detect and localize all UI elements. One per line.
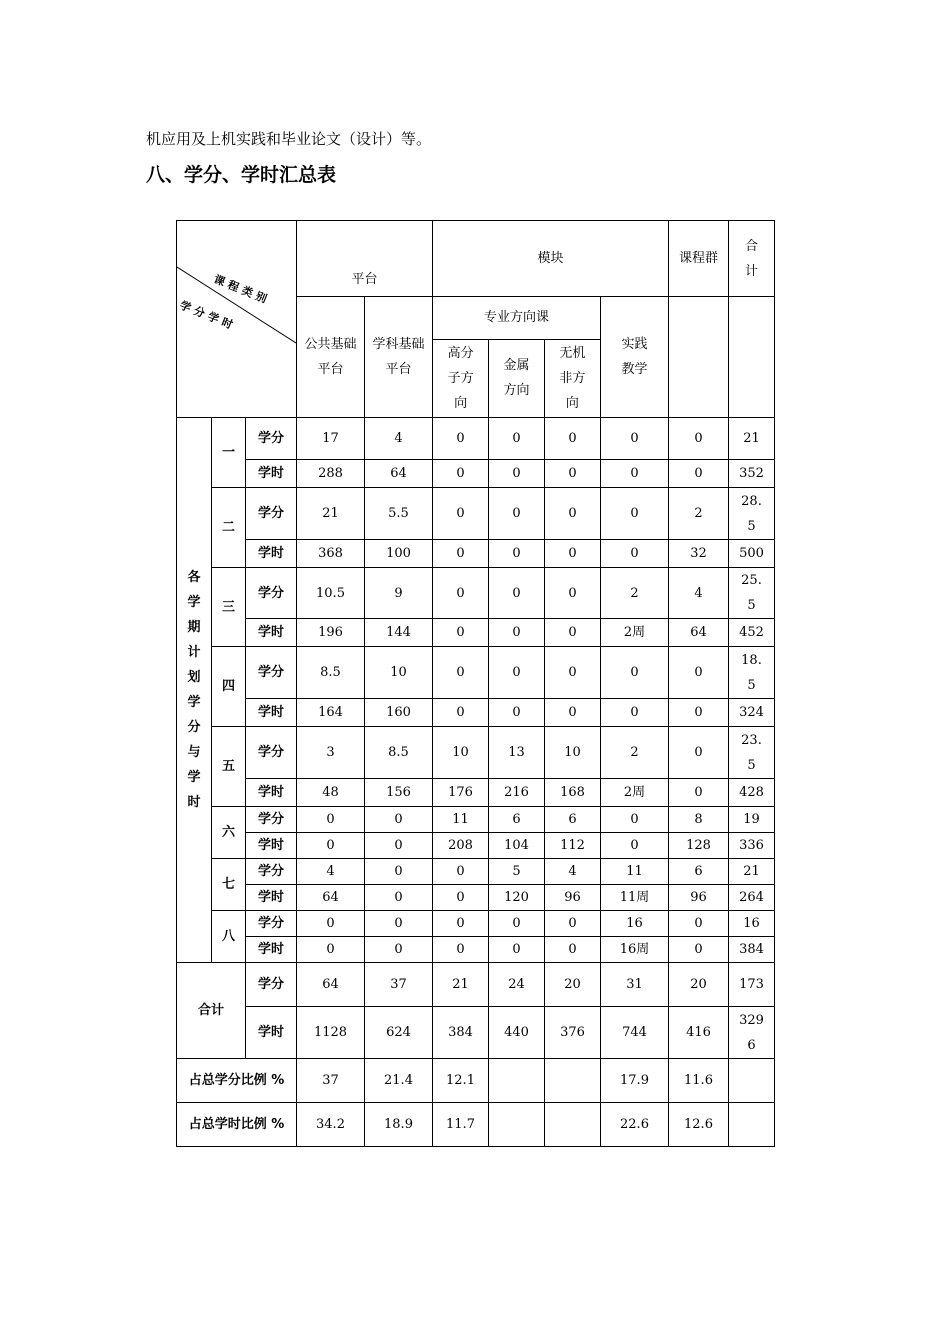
hours-value: 0 [297,937,365,963]
credit-value: 0 [545,568,601,619]
hours-value: 64 [297,885,365,911]
hours-value: 0 [297,833,365,859]
row-label-hours: 学时 [246,1007,297,1059]
hours-value: 0 [489,937,545,963]
credit-value: 0 [297,911,365,937]
ratio-hours-value: 22.6 [601,1103,669,1147]
row-label-credit: 学分 [246,418,297,460]
row-label-hours: 学时 [246,833,297,859]
ratio-credit-value: 12.1 [433,1059,489,1103]
hours-value: 264 [729,885,775,911]
credit-value: 11 [601,859,669,885]
credit-value: 0 [489,568,545,619]
semester-label: 六 [212,807,246,859]
credit-value: 17 [297,418,365,460]
semester-label: 八 [212,911,246,963]
credit-value: 8.5 [297,647,365,699]
credit-value: 2 [669,488,729,540]
hours-value: 0 [489,699,545,727]
ratio-hours-value: 12.6 [669,1103,729,1147]
hours-value: 384 [729,937,775,963]
sum-credit-value: 173 [729,963,775,1007]
hours-value: 0 [489,540,545,568]
sum-credit-value: 20 [545,963,601,1007]
credit-value: 0 [545,488,601,540]
hours-value: 0 [669,699,729,727]
sum-hours-value: 1128 [297,1007,365,1059]
credit-value: 0 [545,911,601,937]
hours-value: 0 [365,937,433,963]
credit-value: 0 [545,418,601,460]
sum-hours-value: 416 [669,1007,729,1059]
semester-label: 五 [212,727,246,807]
row-label-hours: 学时 [246,699,297,727]
hours-value: 64 [669,619,729,647]
credit-value: 0 [669,647,729,699]
hours-value: 32 [669,540,729,568]
hours-value: 96 [669,885,729,911]
semester-label: 二 [212,488,246,568]
corner-label-top: 课程类别 [211,272,273,308]
hours-value: 2周 [601,779,669,807]
ratio-credit-value: 17.9 [601,1059,669,1103]
hours-value: 0 [545,540,601,568]
row-label-credit: 学分 [246,963,297,1007]
credit-value: 21 [729,859,775,885]
row-label-credit: 学分 [246,647,297,699]
hours-value: 104 [489,833,545,859]
hours-value: 128 [669,833,729,859]
credit-value: 0 [601,488,669,540]
hours-value: 16周 [601,937,669,963]
hours-value: 176 [433,779,489,807]
credit-value: 0 [601,418,669,460]
hours-value: 0 [433,540,489,568]
credit-value: 16 [601,911,669,937]
semester-label: 三 [212,568,246,647]
total-header: 合计 [729,221,775,297]
sum-hours-value: 624 [365,1007,433,1059]
credit-value: 0 [669,911,729,937]
hours-value: 168 [545,779,601,807]
sum-credit-value: 24 [489,963,545,1007]
hours-value: 0 [489,460,545,488]
corner-label-bottom: 学分学时 [177,298,239,334]
hours-value: 0 [669,460,729,488]
credit-value: 11 [433,807,489,833]
credit-value: 0 [433,859,489,885]
hours-value: 500 [729,540,775,568]
credit-value: 23.5 [729,727,775,779]
sum-hours-value: 3296 [729,1007,775,1059]
hours-value: 64 [365,460,433,488]
credit-value: 10 [365,647,433,699]
hours-value: 0 [601,540,669,568]
row-label-hours: 学时 [246,779,297,807]
hours-value: 160 [365,699,433,727]
credit-value: 3 [297,727,365,779]
hours-value: 336 [729,833,775,859]
hours-value: 0 [489,619,545,647]
hours-value: 324 [729,699,775,727]
credit-value: 10 [545,727,601,779]
section-heading: 八、学分、学时汇总表 [146,164,337,186]
polymer-header: 高分子方向 [433,339,489,417]
credit-value: 2 [601,727,669,779]
sum-label: 合计 [177,963,246,1059]
row-label-hours: 学时 [246,460,297,488]
sum-hours-value: 376 [545,1007,601,1059]
row-label-credit: 学分 [246,859,297,885]
credit-value: 0 [545,647,601,699]
hours-value: 144 [365,619,433,647]
sum-hours-value: 384 [433,1007,489,1059]
credit-value: 8.5 [365,727,433,779]
major-direction-subtable [433,297,600,417]
ratio-hours-value [729,1103,775,1147]
hours-value: 0 [601,833,669,859]
hours-value: 96 [545,885,601,911]
hours-value: 0 [601,699,669,727]
credit-value: 4 [365,418,433,460]
hours-value: 0 [545,619,601,647]
intro-text: 机应用及上机实践和毕业论文（设计）等。 [146,130,432,148]
ratio-hours-label: 占总学时比例 % [177,1103,297,1147]
ratio-hours-value: 18.9 [365,1103,433,1147]
total-empty [729,297,775,418]
credit-value: 4 [669,568,729,619]
credit-value: 10.5 [297,568,365,619]
hours-value: 208 [433,833,489,859]
hours-value: 428 [729,779,775,807]
ratio-credit-value [545,1059,601,1103]
sum-credit-value: 37 [365,963,433,1007]
semester-label: 四 [212,647,246,727]
credit-value: 21 [297,488,365,540]
hours-value: 0 [433,619,489,647]
credit-value: 5.5 [365,488,433,540]
ratio-hours-value: 11.7 [433,1103,489,1147]
credit-value: 0 [433,488,489,540]
credit-value: 21 [729,418,775,460]
subject-basic-header: 学科基础平台 [365,297,433,418]
hours-value: 120 [489,885,545,911]
credit-value: 6 [489,807,545,833]
hours-value: 368 [297,540,365,568]
hours-value: 352 [729,460,775,488]
credit-value: 0 [489,418,545,460]
sum-credit-value: 64 [297,963,365,1007]
inorganic-header: 无机非方向 [559,345,586,411]
credit-hours-table [176,220,775,1147]
credit-value: 6 [669,859,729,885]
row-label-credit: 学分 [246,488,297,540]
credit-value: 0 [489,647,545,699]
public-basic-header: 公共基础平台 [297,297,365,418]
credit-value: 6 [545,807,601,833]
hours-value: 0 [545,460,601,488]
credit-value: 0 [489,911,545,937]
ratio-credit-value: 37 [297,1059,365,1103]
credit-value: 0 [365,807,433,833]
hours-value: 112 [545,833,601,859]
row-label-hours: 学时 [246,937,297,963]
credit-value: 0 [297,807,365,833]
credit-value: 0 [433,647,489,699]
hours-value: 196 [297,619,365,647]
credit-value: 25.5 [729,568,775,619]
sum-credit-value: 20 [669,963,729,1007]
course-group-empty [669,297,729,418]
ratio-credit-value: 11.6 [669,1059,729,1103]
hours-value: 100 [365,540,433,568]
credit-value: 0 [669,727,729,779]
row-label-hours: 学时 [246,540,297,568]
course-group-header: 课程群 [669,221,729,297]
row-label-credit: 学分 [246,727,297,779]
hours-value: 0 [669,937,729,963]
major-direction-header: 专业方向课 [433,297,600,339]
sum-credit-value: 21 [433,963,489,1007]
hours-value: 0 [365,885,433,911]
hours-value: 0 [601,460,669,488]
major-direction-cell [433,297,601,418]
row-label-credit: 学分 [246,568,297,619]
credit-value: 0 [669,418,729,460]
credit-value: 0 [433,911,489,937]
credit-value: 18.5 [729,647,775,699]
hours-value: 288 [297,460,365,488]
semester-label: 七 [212,859,246,911]
credit-value: 13 [489,727,545,779]
ratio-credit-label: 占总学分比例 % [177,1059,297,1103]
hours-value: 2周 [601,619,669,647]
ratio-hours-value [489,1103,545,1147]
hours-value: 0 [433,699,489,727]
ratio-hours-value [545,1103,601,1147]
platform-header: 平台 [297,221,433,297]
credit-value: 0 [433,568,489,619]
credit-value: 19 [729,807,775,833]
hours-value: 0 [433,937,489,963]
row-label-credit: 学分 [246,911,297,937]
credit-value: 9 [365,568,433,619]
credit-value: 28.5 [729,488,775,540]
credit-value: 0 [433,418,489,460]
hours-value: 164 [297,699,365,727]
row-label-hours: 学时 [246,885,297,911]
semester-label: 一 [212,418,246,488]
hours-value: 11周 [601,885,669,911]
credit-value: 0 [365,859,433,885]
credit-value: 0 [365,911,433,937]
row-label-credit: 学分 [246,807,297,833]
side-label: 各学期计划学分与学时 [177,418,212,963]
hours-value: 0 [433,460,489,488]
ratio-credit-value: 21.4 [365,1059,433,1103]
credit-value: 0 [601,807,669,833]
credit-value: 16 [729,911,775,937]
hours-value: 0 [433,885,489,911]
module-header: 模块 [433,221,669,297]
credit-value: 8 [669,807,729,833]
diagonal-header-cell [177,221,297,418]
hours-value: 0 [669,779,729,807]
credit-value: 10 [433,727,489,779]
hours-value: 0 [545,699,601,727]
credit-value: 4 [545,859,601,885]
ratio-credit-value [729,1059,775,1103]
credit-value: 0 [601,647,669,699]
credit-value: 5 [489,859,545,885]
hours-value: 452 [729,619,775,647]
hours-value: 0 [365,833,433,859]
sum-credit-value: 31 [601,963,669,1007]
credit-value: 0 [489,488,545,540]
practice-header: 实践教学 [601,297,669,418]
credit-value: 2 [601,568,669,619]
row-label-hours: 学时 [246,619,297,647]
hours-value: 48 [297,779,365,807]
hours-value: 156 [365,779,433,807]
ratio-credit-value [489,1059,545,1103]
credit-value: 4 [297,859,365,885]
metal-header: 金属方向 [489,339,545,417]
hours-value: 0 [545,937,601,963]
sum-hours-value: 744 [601,1007,669,1059]
ratio-hours-value: 34.2 [297,1103,365,1147]
sum-hours-value: 440 [489,1007,545,1059]
hours-value: 216 [489,779,545,807]
